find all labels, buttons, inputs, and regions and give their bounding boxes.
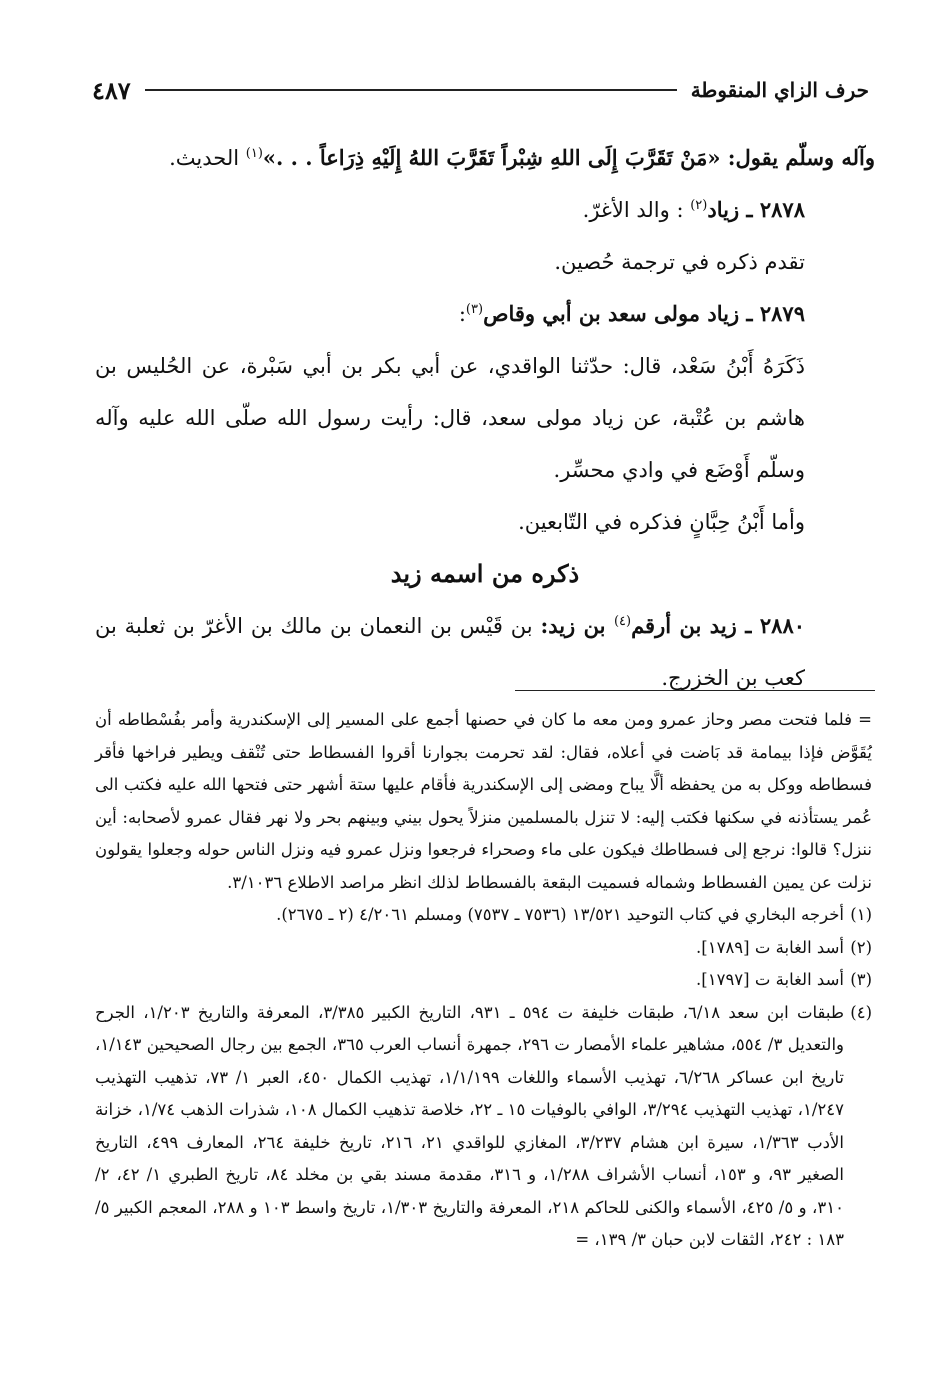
running-title: حرف الزاي المنقوطة xyxy=(690,78,869,102)
footnotes xyxy=(95,704,872,1257)
entry-name: زياد مولى سعد بن أبي وقاص xyxy=(483,301,740,326)
entry-name: زياد xyxy=(707,197,740,222)
entry-name: زيد بن أرقم xyxy=(631,613,737,638)
footnote-text: أسد الغابة ت [١٧٩٧]. xyxy=(696,970,844,989)
footnote-number: (٤) xyxy=(850,1002,872,1022)
footnote-ref-4: (٤) xyxy=(613,614,632,629)
entry-2880 xyxy=(95,600,875,704)
entry-text: بن قَيْس بن النعمان بن مالك بن الأغرّ بن ثعلبة بن كعب بن الخزرج. xyxy=(95,614,805,690)
entry-number: ٢٨٧٩ ـ xyxy=(739,301,805,326)
hadith-paragraph xyxy=(95,132,875,184)
footnote-2 xyxy=(95,932,872,965)
footnote-1 xyxy=(95,899,872,932)
footnote-number: (٣) xyxy=(850,970,872,989)
ibn-saad-paragraph: ذَكَرَهُ أَبْنُ سَعْد، قال: حدّثنا الواقدي، عن أبي بكر بن أبي سَبْرة، عن الحُليس بن هاشم بن عُتْبة، عن زياد مولى سعد، قال: رأيت رسول الله صلّى الله عليه وآله وسلّم أَوْضَع في وادي محسِّر. xyxy=(95,354,805,482)
hadith-quote: وآله وسلّم يقول: «مَنْ تَقَرَّبَ إِلَى اللهِ شِبْراً تَقَرَّبَ اللهُ إِلَيْهِ ذِرَاعاً . . .» xyxy=(262,145,875,170)
footnote-number: (١) xyxy=(850,905,872,924)
page-header xyxy=(92,72,869,108)
ibn-hibban-paragraph: وأما أَبْنُ حِبَّانٍ فذكره في التّابعين. xyxy=(518,510,805,534)
entry-name-cont: بن زيد: xyxy=(540,613,614,638)
hussain-paragraph: تقدم ذكره في ترجمة حُصين. xyxy=(554,250,805,274)
hadith-tail: الحديث. xyxy=(169,146,246,170)
entry-2878 xyxy=(95,184,875,236)
footnote-ref-3: (٣) xyxy=(465,302,484,317)
header-rule xyxy=(145,89,677,91)
section-heading: ذكره من اسمه زيد xyxy=(390,559,580,588)
entry-text: : والد الأغرّ. xyxy=(582,198,691,222)
page-number: ٤٨٧ xyxy=(92,75,131,105)
entry-number: ٢٨٨٠ ـ xyxy=(736,613,806,638)
entry-number: ٢٨٧٨ ـ xyxy=(739,197,805,222)
footnote-number: (٢) xyxy=(850,937,872,957)
footnote-4 xyxy=(95,997,872,1257)
footnote-text: أسد الغابة ت [١٧٨٩]. xyxy=(696,937,844,957)
footnote-ref-2: (٢) xyxy=(690,198,708,213)
entry-2879 xyxy=(95,288,875,340)
entry-text: : xyxy=(458,302,466,326)
footnote-continuation: = فلما فتحت مصر وحاز عمرو ومن معه ما كان في حصنها أجمع على المسير إلى الإسكندرية وأمر بفُسْطاطه أن يُقَوَّض فإذا بيمامة قد بَاضت في أعلاه، فقال: لقد تحرمت بجوارنا أقروا الفسطاط حتى تُنْقف ويطير فراخها فأقر فسطاطه ووكل به من يحفظه ألَّا يباح ومضى إلى الإسكندرية فأقام عليها ستة أشهر حتى فتحها الله عليه فكتب الى عُمر يستأذنه في سكنها فكتب إليه: لا تنزل بالمسلمين منزلاً يحول بيني وبينهم بحر ولا نهر فقال عمرو لأصحابه: أين ننزل؟ قالوا: نرجع إلى فسطاطك فيكون على ماء وصحراء فرجعوا ونزل عمرو فيه ونزل الناس حوله وجعلوا يقولون نزلت عن يمين الفسطاط وشماله فسميت البقعة بالفسطاط لذلك انظر مراصد الاطلاع ٣/١٠٣٦. xyxy=(95,710,872,892)
main-text xyxy=(95,132,875,704)
footnote-divider xyxy=(515,690,875,691)
footnote-text: أخرجه البخاري في كتاب التوحيد ١٣/٥٢١ (٧٥٣٦ ـ ٧٥٣٧) ومسلم ٤/٢٠٦١ (٢ ـ ٢٦٧٥). xyxy=(276,905,844,924)
footnote-ref-1: (١) xyxy=(245,146,263,161)
footnote-3 xyxy=(95,964,872,997)
footnote-text: طبقات ابن سعد ٦/١٨، طبقات خليفة ت ٥٩٤ ـ ٩٣١، التاريخ الكبير ٣/٣٨٥، المعرفة والتاريخ ١/٢٠٣، الجرح والتعديل ٣/ ٥٥٤، مشاهير علماء الأمصار ت ٢٩٦، جمهرة أنساب العرب ٣٦٥، الجمع بين رجال الصحيحين ١/١٤٣، تاريخ ابن عساكر ٦/٢٦٨، تهذيب الأسماء واللغات ١/١/١٩٩، تهذيب الكمال ٤٥٠، العبر ١/ ٧٣، تذهيب التهذيب ١/٢٤٧، تهذيب التهذيب ٣/٢٩٤، الوافي بالوفيات ١٥ ـ ٢٢، خلاصة تذهيب الكمال ١٠٨، شذرات الذهب ١/٧٤، خزانة الأدب ١/٣٦٣، سيرة ابن هشام ٣/٢٣٧، المغازي للواقدي ٢١، ٢١٦، تاريخ خليفة ٢٦٤، المعارف ٤٩٩، التاريخ الصغير ٩٣، و ١٥٣، أنساب الأشراف ١/٢٨٨، و ٣١٦، مقدمة مسند بقي بن مخلد ٨٤، تاريخ الطبري ١/ ٤٢، ٢/ ٣١٠، و ٥/ ٤٢٥، الأسماء والكنى للحاكم ٢١٨، المعرفة والتاريخ ١/٣٠٣، تاريخ واسط ١٠٣ و ٢٨٨، المعجم الكبير ٥/ ١٨٣ : ٢٤٢، الثقات لابن حبان ٣/ ١٣٩، = xyxy=(95,1002,845,1249)
